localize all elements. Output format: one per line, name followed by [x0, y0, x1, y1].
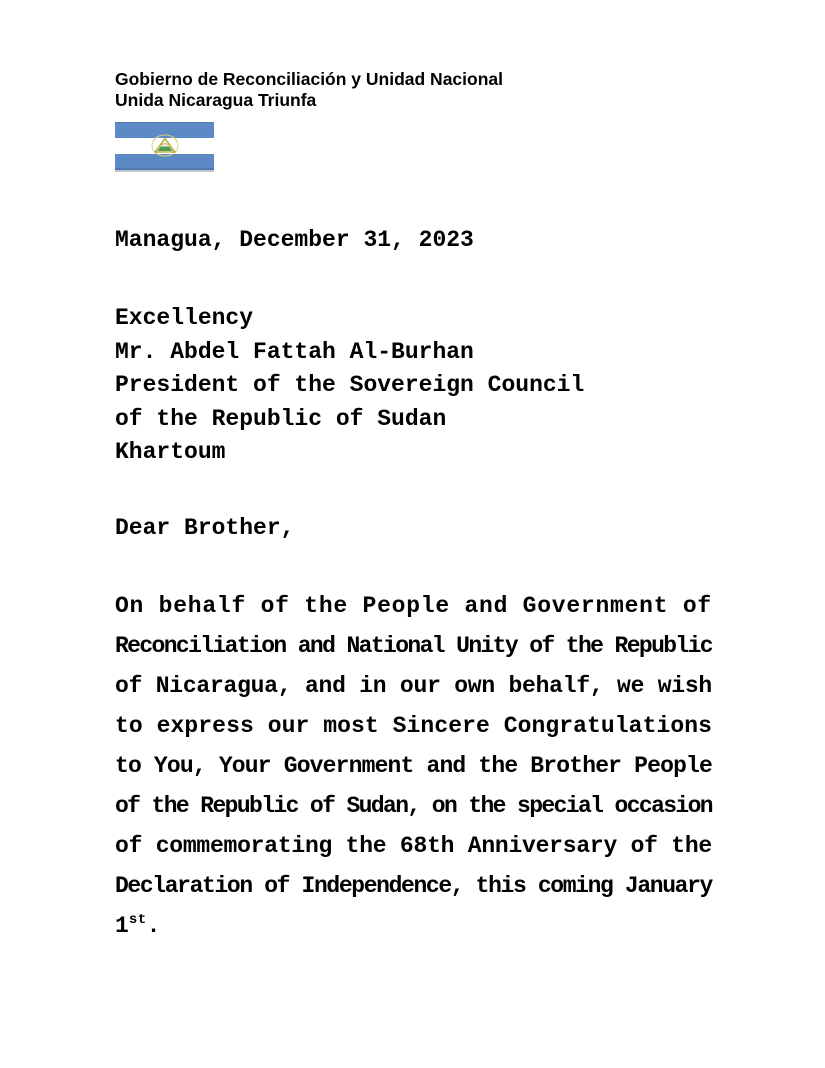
body-paragraph [115, 586, 712, 949]
body-line: Declaration of Independence, this coming January [115, 872, 712, 899]
body-line: of the Republic of Sudan, on the special occasion [115, 792, 712, 819]
recipient-line-country: of the Republic of Sudan [115, 405, 447, 432]
letterhead-line-2: Unida Nicaragua Triunfa [115, 90, 317, 110]
body-line-ordinal: 1st. [115, 911, 161, 939]
recipient-line-role: President of the Sovereign Council [115, 372, 585, 398]
body-line: to You, Your Government and the Brother People [115, 752, 712, 779]
letterhead-line-1: Gobierno de Reconciliación y Unidad Nacional [115, 69, 503, 89]
body-line: Reconciliation and National Unity of the Republic [115, 632, 712, 659]
date-line: Managua, December 31, 2023 [115, 227, 474, 253]
body-line: of commemorating the 68th Anniversary of the [115, 832, 713, 859]
recipient-line-city: Khartoum [115, 439, 226, 465]
recipient-line-title: Excellency [115, 305, 254, 331]
letterhead [115, 69, 712, 111]
recipient-line-name: Mr. Abdel Fattah Al-Burhan [115, 338, 474, 365]
nicaragua-flag-image [115, 122, 214, 170]
body-line: On behalf of the People and Government of [115, 592, 712, 619]
body-line: to express our most Sincere Congratulations [115, 712, 712, 739]
salutation: Dear Brother, [115, 514, 295, 541]
nicaragua-flag [115, 122, 214, 170]
superscript-ordinal: st [128, 911, 147, 928]
recipient-block [115, 302, 712, 470]
body-line: of Nicaragua, and in our own behalf, we wish [115, 672, 713, 699]
